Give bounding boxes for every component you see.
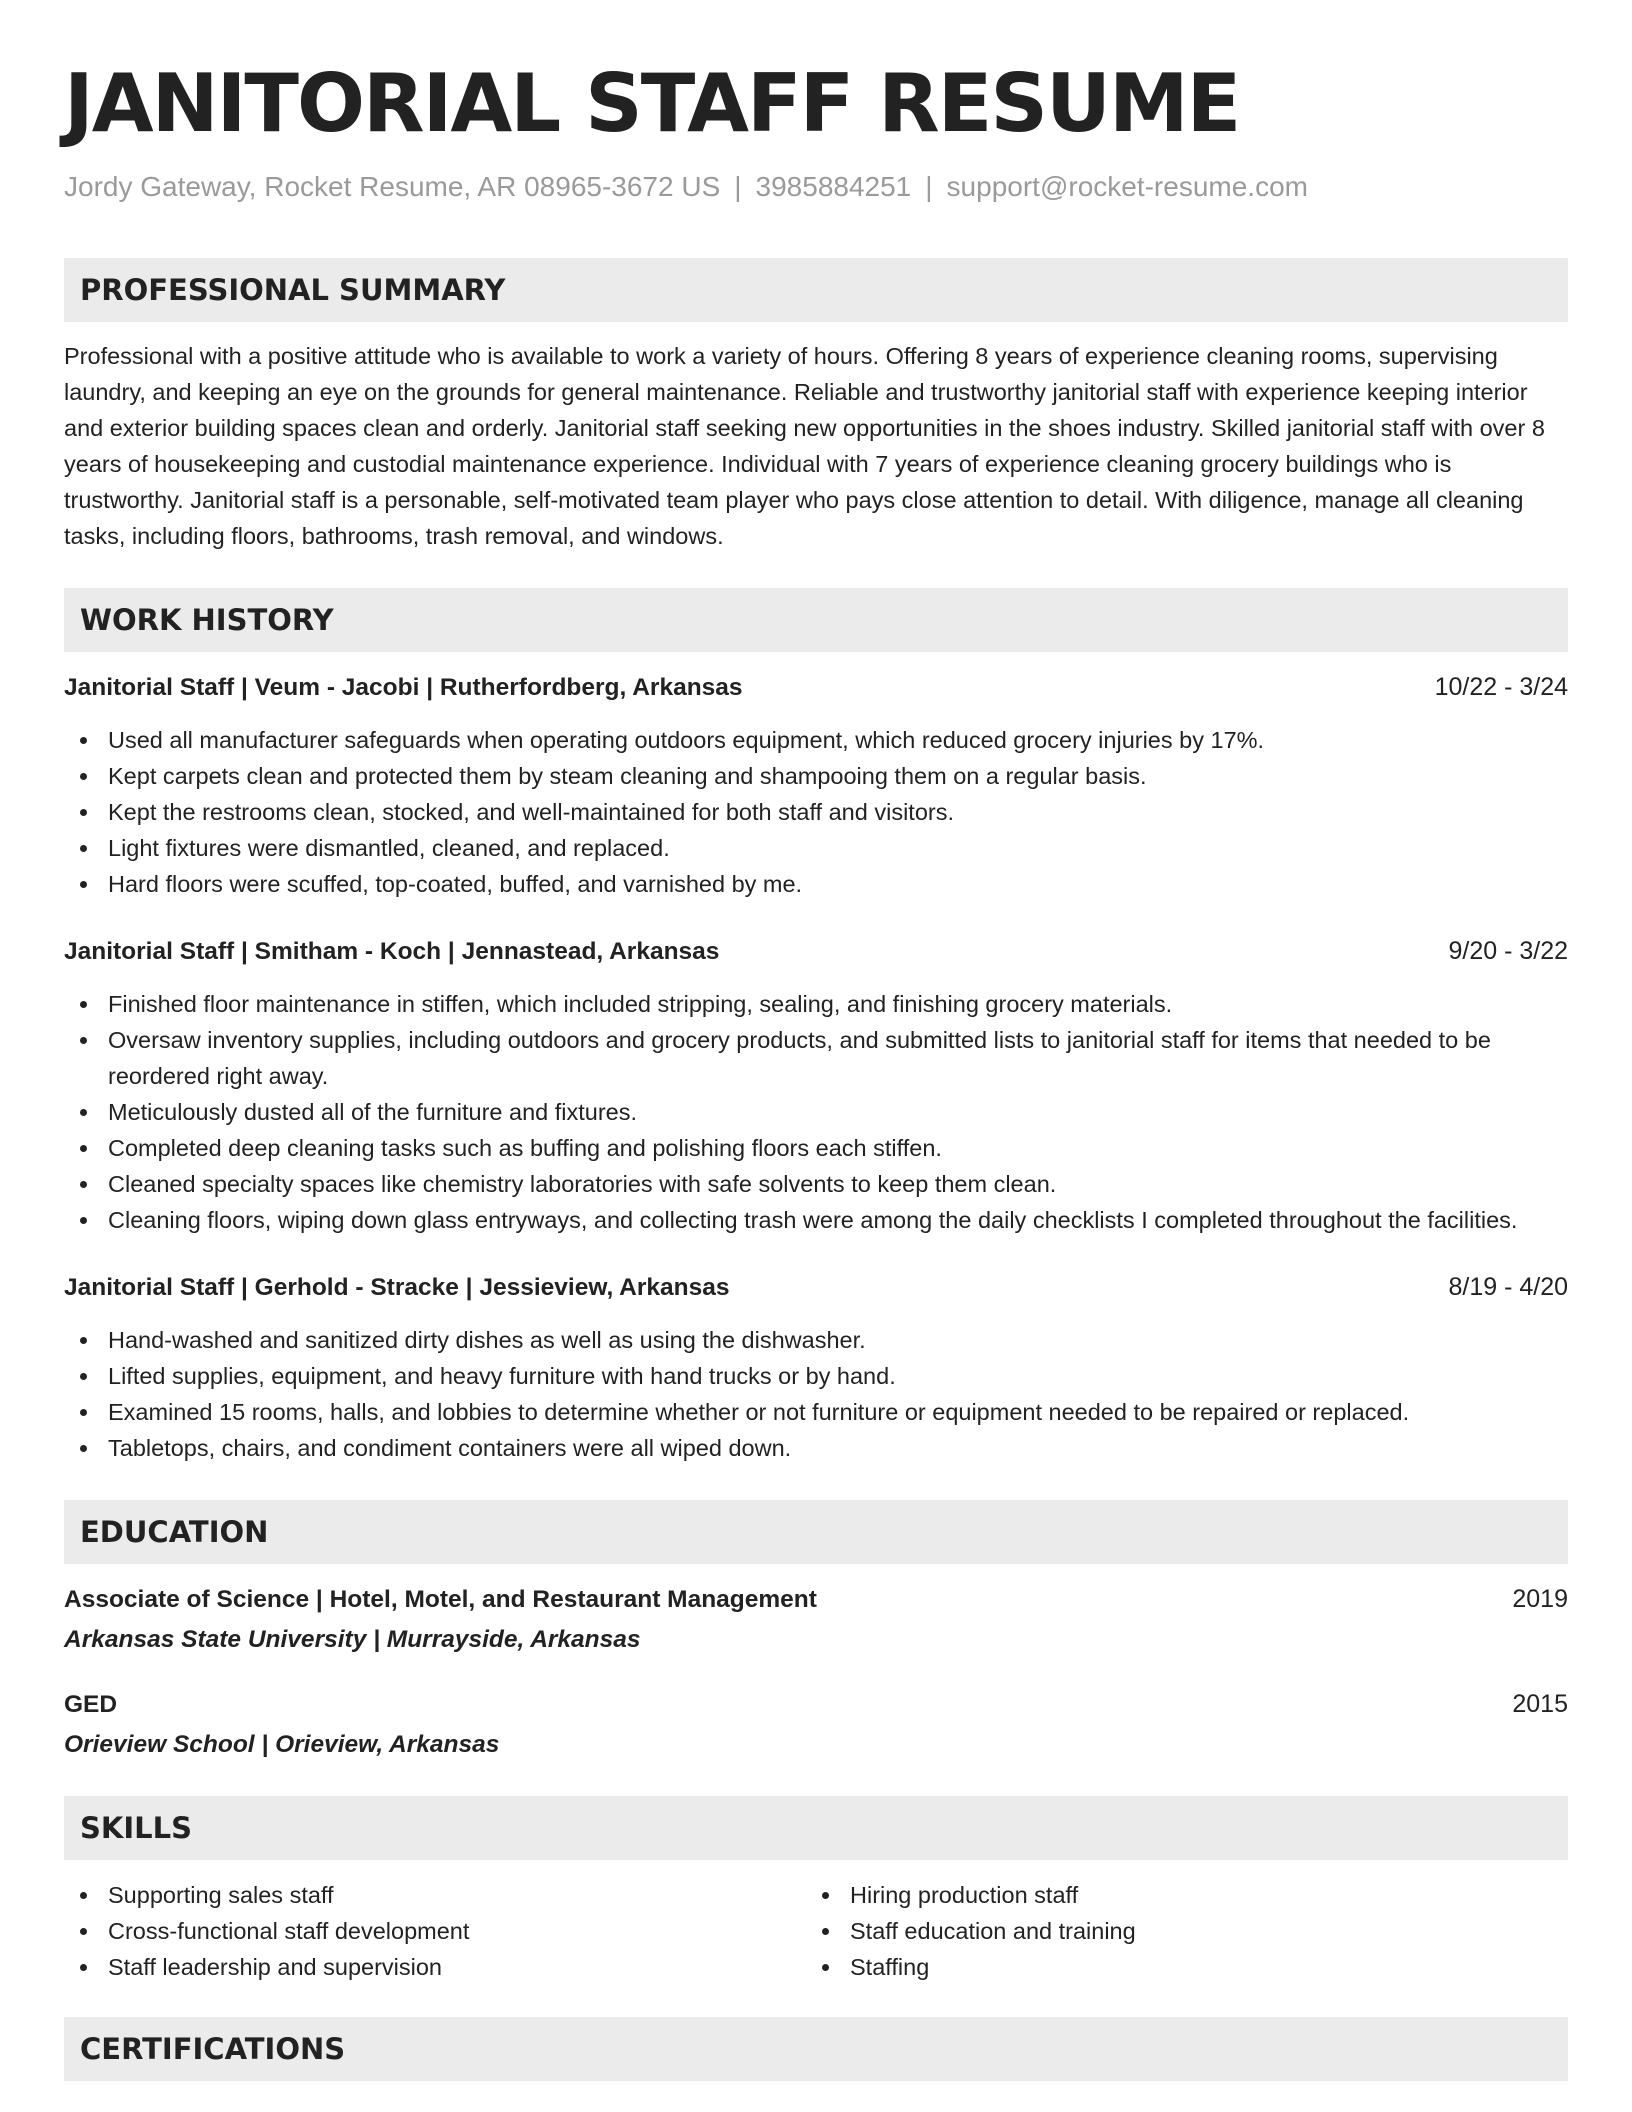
section-heading-work-history: WORK HISTORY (64, 588, 1568, 652)
skill-item: Cross-functional staff development (64, 1913, 806, 1949)
education-school: Arkansas State University | Murrayside, Arkansas (64, 1626, 641, 1653)
contact-line (64, 170, 1568, 204)
section-heading-skills: SKILLS (64, 1796, 1568, 1860)
job-bullet: Hand-washed and sanitized dirty dishes as well as using the dishwasher. (64, 1322, 1568, 1358)
education-entry (64, 1582, 1568, 1657)
skills-list (806, 1877, 1548, 1985)
job-dates: 9/20 - 3/22 (1448, 937, 1568, 965)
summary-paragraph: Professional with a positive attitude who is available to work a variety of hours. Offering 8 years of experience cleaning rooms, supervising laundry, and keeping an eye on the grounds for general maintenance. Reliable and trustworthy janitorial staff with experience keeping interior and exterior building spaces clean and orderly. Janitorial staff seeking new opportunities in the shoes industry. Skilled janitorial staff with over 8 years of housekeeping and custodial maintenance experience. Individual with 7 years of experience cleaning grocery buildings who is trustworthy. Janitorial staff is a personable, self-motivated team player who pays close attention to detail. With diligence, manage all cleaning tasks, including floors, bathrooms, trash removal, and windows. (64, 343, 1545, 549)
education-degree: GED (64, 1691, 118, 1718)
job-bullet: Oversaw inventory supplies, including outdoors and grocery products, and submitted lists to janitorial staff for items that needed to be reordered right away. (64, 1022, 1568, 1094)
skills-list (64, 1877, 806, 1985)
job-bullet: Meticulously dusted all of the furniture and fixtures. (64, 1094, 1568, 1130)
contact-phone: 3985884251 (755, 171, 912, 202)
job-bullet: Examined 15 rooms, halls, and lobbies to determine whether or not furniture or equipment needed to be repaired or replaced. (64, 1394, 1568, 1430)
job-dates: 10/22 - 3/24 (1434, 673, 1568, 701)
job-bullet: Finished floor maintenance in stiffen, which included stripping, sealing, and finishing grocery materials. (64, 986, 1568, 1022)
skill-item: Supporting sales staff (64, 1877, 806, 1913)
job-bullet-list (64, 986, 1568, 1238)
education-school: Orieview School | Orieview, Arkansas (64, 1731, 500, 1758)
skill-item: Staffing (806, 1949, 1548, 1985)
job-bullet: Kept the restrooms clean, stocked, and well-maintained for both staff and visitors. (64, 794, 1568, 830)
skills-column-right (806, 1877, 1548, 1985)
job-title: Janitorial Staff | Smitham - Koch | Jennastead, Arkansas (64, 938, 720, 965)
education-entry (64, 1687, 1568, 1762)
job-entry (64, 934, 1568, 1238)
contact-email: support@rocket-resume.com (946, 171, 1308, 202)
job-bullet: Lifted supplies, equipment, and heavy furniture with hand trucks or by hand. (64, 1358, 1568, 1394)
section-heading-summary: PROFESSIONAL SUMMARY (64, 258, 1568, 322)
job-dates: 8/19 - 4/20 (1448, 1273, 1568, 1301)
job-bullet: Tabletops, chairs, and condiment containers were all wiped down. (64, 1430, 1568, 1466)
section-heading-education: EDUCATION (64, 1500, 1568, 1564)
job-bullet-list (64, 722, 1568, 902)
skill-item: Hiring production staff (806, 1877, 1548, 1913)
skills-grid (64, 1877, 1568, 1985)
job-bullet: Hard floors were scuffed, top-coated, buffed, and varnished by me. (64, 866, 1568, 902)
job-bullet: Used all manufacturer safeguards when operating outdoors equipment, which reduced grocery injuries by 17%. (64, 722, 1568, 758)
job-title: Janitorial Staff | Gerhold - Stracke | Jessieview, Arkansas (64, 1274, 730, 1301)
education-degree: Associate of Science | Hotel, Motel, and Restaurant Management (64, 1586, 817, 1613)
job-title: Janitorial Staff | Veum - Jacobi | Rutherfordberg, Arkansas (64, 674, 743, 701)
job-bullet: Cleaning floors, wiping down glass entryways, and collecting trash were among the daily checklists I completed throughout the facilities. (64, 1202, 1568, 1238)
contact-address: Jordy Gateway, Rocket Resume, AR 08965-3672 US (64, 171, 721, 202)
job-entry (64, 670, 1568, 902)
job-bullet: Light fixtures were dismantled, cleaned, and replaced. (64, 830, 1568, 866)
skill-item: Staff leadership and supervision (64, 1949, 806, 1985)
section-heading-certifications: CERTIFICATIONS (64, 2017, 1568, 2081)
resume-title: JANITORIAL STAFF RESUME (64, 57, 1240, 150)
contact-separator: | (734, 171, 742, 202)
skill-item: Staff education and training (806, 1913, 1548, 1949)
job-bullet: Completed deep cleaning tasks such as buffing and polishing floors each stiffen. (64, 1130, 1568, 1166)
job-bullet-list (64, 1322, 1568, 1466)
job-bullet: Cleaned specialty spaces like chemistry laboratories with safe solvents to keep them clean. (64, 1166, 1568, 1202)
contact-separator: | (925, 171, 933, 202)
skills-column-left (64, 1877, 806, 1985)
job-entry (64, 1270, 1568, 1466)
job-bullet: Kept carpets clean and protected them by steam cleaning and shampooing them on a regular basis. (64, 758, 1568, 794)
education-year: 2019 (1512, 1585, 1568, 1613)
education-year: 2015 (1512, 1690, 1568, 1718)
